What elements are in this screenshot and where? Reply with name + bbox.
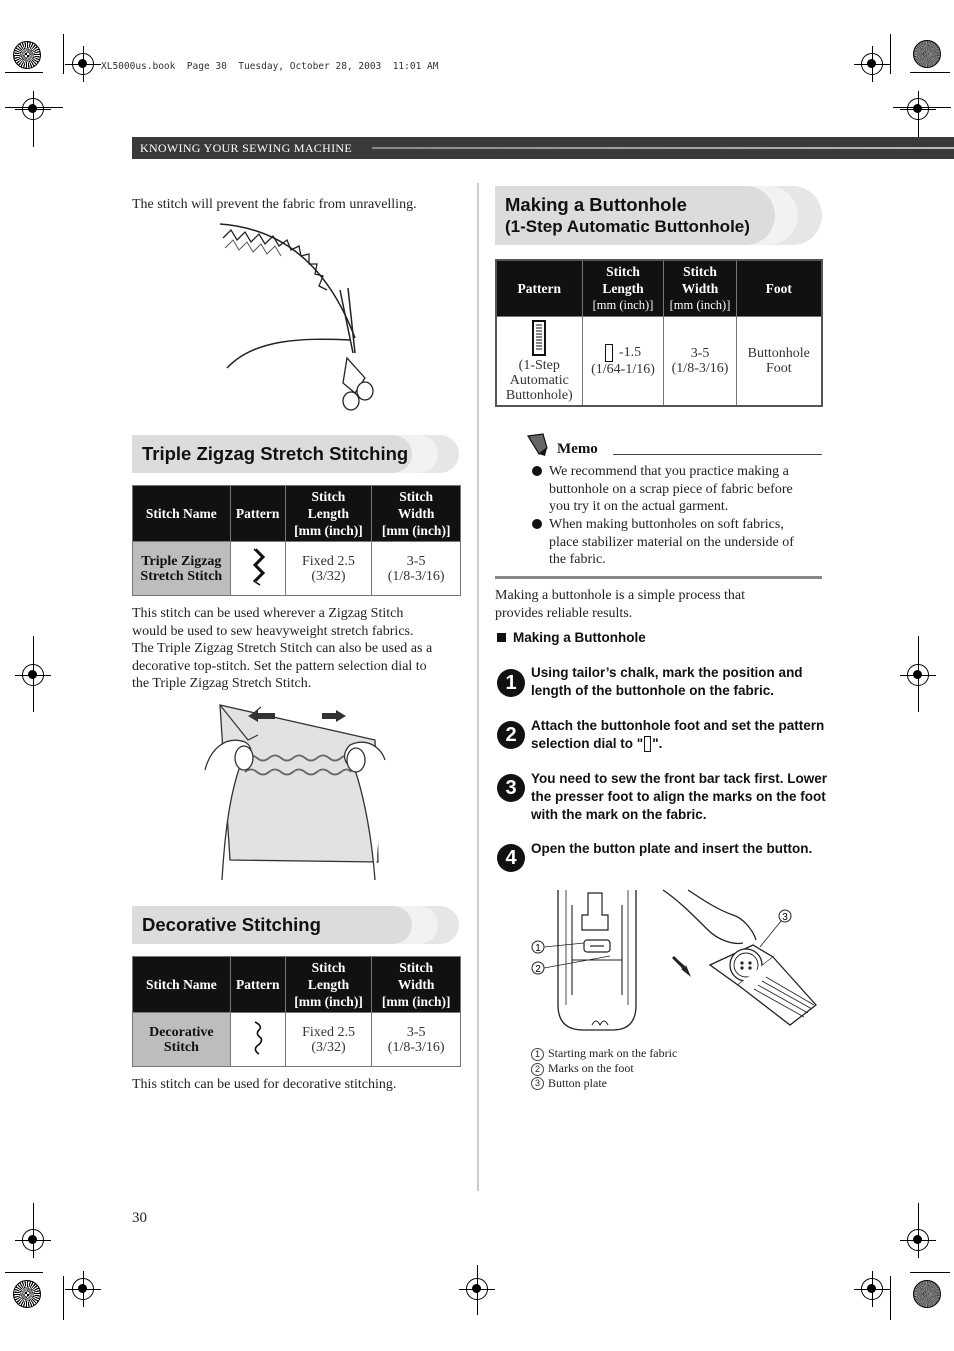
registration-mark (22, 98, 44, 120)
buttonhole-pattern-icon (532, 320, 546, 356)
section-subtitle: (1-Step Automatic Buttonhole) (505, 217, 750, 236)
cell-stitch-width: 3-5 (1/8-3/16) (372, 1013, 461, 1067)
stretch-fabric-illustration (200, 700, 390, 885)
callout-2: 2 (535, 964, 541, 975)
col-pattern: Pattern (496, 260, 582, 316)
step-number-3: 3 (497, 774, 525, 802)
registration-mark (861, 1278, 883, 1300)
figure-legend: 1 Starting mark on the fabric 2 Marks on the foot 3 Button plate (531, 1046, 677, 1090)
col-stitch-width: Stitch Width [mm (inch)] (664, 260, 736, 316)
section-heading-decorative (132, 906, 459, 944)
step-3-text: You need to sew the front bar tack first. Lower the presser foot to align the marks on the foot with the mark on the fabric. (531, 771, 828, 822)
registration-mark (907, 98, 929, 120)
color-bar-mark (13, 1280, 41, 1308)
buttonhole-foot-illustration (528, 885, 828, 1040)
color-bar-mark (913, 40, 941, 68)
chapter-header (132, 137, 954, 159)
intro-text: The stitch will prevent the fabric from unravelling. (132, 197, 417, 212)
decorative-description: This stitch can be used for decorative stitching. (132, 1077, 397, 1092)
chapter-title: KNOWING YOUR SEWING MACHINE (140, 141, 352, 155)
decorative-spec-table (132, 956, 461, 1067)
color-bar-mark (13, 41, 41, 69)
length-min-symbol (605, 344, 613, 362)
registration-mark (72, 1278, 94, 1300)
cell-pattern: (1-Step Automatic Buttonhole) (496, 316, 582, 406)
fabric-trim-illustration (215, 218, 375, 413)
memo-box (495, 432, 822, 580)
memo-title: Memo (557, 441, 598, 457)
triple-zigzag-pattern-icon (250, 547, 266, 587)
cell-foot: Buttonhole Foot (736, 316, 822, 406)
buttonhole-dial-symbol (644, 736, 651, 752)
cell-stitch-width: 3-5 (1/8-3/16) (372, 542, 461, 596)
step-number-2: 2 (497, 721, 525, 749)
cell-stitch-length: -1.5 (1/64-1/16) (582, 316, 664, 406)
memo-item-2: When making buttonholes on soft fabrics, place stabilizer material on the underside of the fabric. (549, 517, 794, 567)
cell-stitch-length: Fixed 2.5 (3/32) (285, 542, 372, 596)
col-stitch-length: Stitch Length [mm (inch)] (582, 260, 664, 316)
callout-3: 3 (782, 912, 788, 923)
triple-zigzag-description: This stitch can be used wherever a Zigzag Stitch would be used to sew heavyweight stretch fabrics. The Triple Zigzag Stretch Stitch can also be used as a decorative top-stitch. Set the pattern selection dial to the Triple Zigzag Stretch Stitch. (132, 606, 433, 691)
cell-stitch-length: Fixed 2.5 (3/32) (285, 1013, 372, 1067)
col-foot: Foot (736, 260, 822, 316)
column-divider (477, 183, 479, 1191)
buttonhole-spec-table (495, 259, 823, 407)
section-title: Decorative Stitching (142, 914, 321, 935)
col-stitch-width: Stitch Width [mm (inch)] (372, 957, 461, 1013)
section-title: Triple Zigzag Stretch Stitching (142, 443, 409, 464)
col-pattern: Pattern (230, 486, 285, 542)
cell-stitch-name: Triple Zigzag Stretch Stitch (133, 542, 231, 596)
section-heading-buttonhole (495, 186, 822, 245)
cell-stitch-name: Decorative Stitch (133, 1013, 231, 1067)
cell-stitch-width: 3-5 (1/8-3/16) (664, 316, 736, 406)
page-number: 30 (132, 1210, 147, 1226)
section-heading-triple-zigzag (132, 435, 459, 473)
slug-line: XL5000us.book Page 30 Tuesday, October 28, 2003 11:01 AM (101, 61, 439, 72)
subhead-making-buttonhole: Making a Buttonhole (513, 630, 646, 645)
col-pattern: Pattern (230, 957, 285, 1013)
registration-mark (861, 53, 883, 75)
cell-pattern-icon (230, 542, 285, 596)
cell-pattern-icon (230, 1013, 285, 1067)
step-number-4: 4 (497, 844, 525, 872)
col-stitch-name: Stitch Name (133, 486, 231, 542)
triple-zigzag-spec-table (132, 485, 461, 596)
buttonhole-intro: Making a buttonhole is a simple process that provides reliable results. (495, 588, 746, 621)
registration-mark (72, 53, 94, 75)
section-title: Making a Buttonhole (505, 194, 687, 215)
col-stitch-width: Stitch Width [mm (inch)] (372, 486, 461, 542)
step-4-text: Open the button plate and insert the button. (531, 841, 813, 856)
memo-item-1: We recommend that you practice making a buttonhole on a scrap piece of fabric before you try it on the actual garment. (549, 464, 793, 514)
memo-icon (525, 432, 551, 458)
decorative-pattern-icon (251, 1020, 265, 1056)
color-bar-mark (913, 1280, 941, 1308)
col-stitch-length: Stitch Length [mm (inch)] (285, 957, 372, 1013)
callout-1: 1 (535, 943, 541, 954)
step-1-text: Using tailor’s chalk, mark the position and length of the buttonhole on the fabric. (531, 665, 803, 698)
step-2-text: Attach the buttonhole foot and set the pattern selection dial to " ". (531, 718, 825, 751)
col-stitch-length: Stitch Length [mm (inch)] (285, 486, 372, 542)
step-number-1: 1 (497, 669, 525, 697)
subhead-marker (497, 633, 506, 642)
col-stitch-name: Stitch Name (133, 957, 231, 1013)
